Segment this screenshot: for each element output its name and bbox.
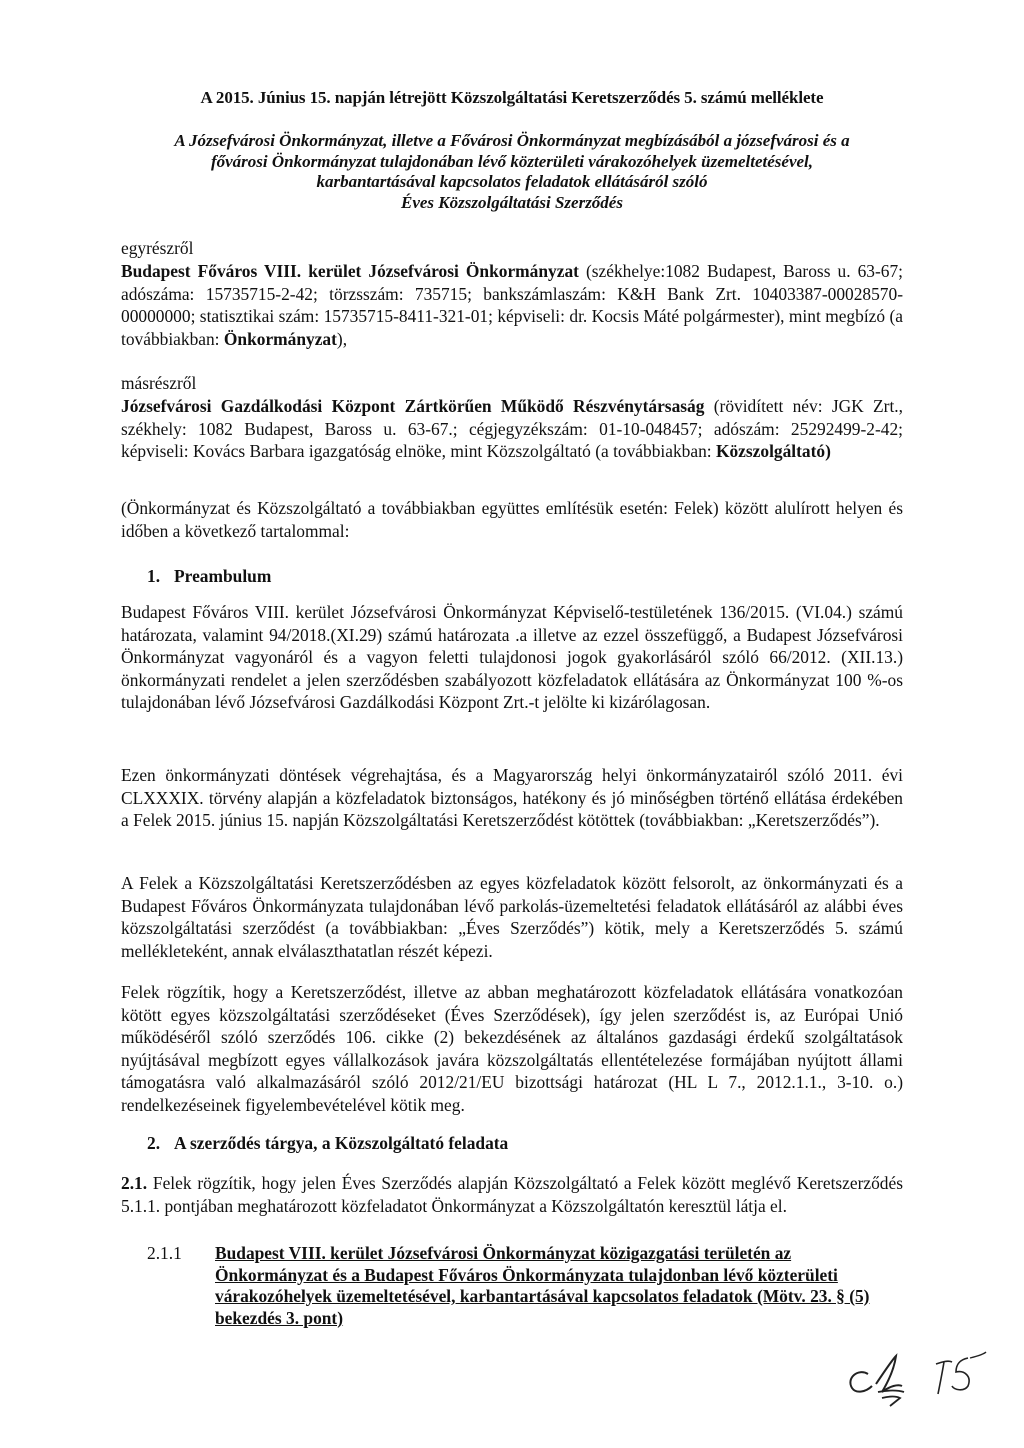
- section1-heading: [147, 566, 271, 587]
- clause-2-1: [121, 1172, 903, 1217]
- parties-note: (Önkormányzat és Közszolgáltató a továbbiakban együttes említésük esetén: Felek) között alulírott helyen és időben a következő tartalommal:: [121, 498, 903, 541]
- party2-block: [121, 395, 903, 463]
- preamble-paragraph: Budapest Főváros VIII. kerület Józsefvárosi Önkormányzat Képviselő-testületének 136/2015. (VI.04.) számú határozata, valamint 94/2018.(XI.29) számú határozata .a illetve az ezzel összefüggő, a Budapest Józsefvárosi Önkormányzat vagyonáról és a vagyon feletti tulajdonosi jogok gyakorlásáról szóló 66/2012. (XII.13.) önkormányzati rendelet a jelen szerződésben szabályozott közfeladatok ellátására az Önkormányzat 100 %-os tulajdonában lévő Józsefvárosi Gazdálkodási Központ Zrt.-t jelölte ki kizárólagosan.: [121, 602, 903, 713]
- subtitle-line: Éves Közszolgáltatási Szerződés: [401, 192, 623, 212]
- clause-text: Felek rögzítik, hogy jelen Éves Szerződés alapján Közszolgáltató a Felek között meglévő Keretszerződés 5.1.1. pontjában meghatározott közfeladatot Önkormányzat a Közszolgáltatón keresztül látja el.: [121, 1173, 903, 1216]
- document-title: A 2015. Június 15. napján létrejött Közszolgáltatási Keretszerződés 5. számú melléklete: [200, 88, 824, 107]
- preamble-paragraph: Felek rögzítik, hogy a Keretszerződést, illetve az abban meghatározott közfeladatok ellátására vonatkozóan kötött egyes közszolgáltatási szerződéseket (Éves Szerződések), így jelen szerződést is, az Európai Unió működéséről szóló szerződés 106. cikke (2) bekezdésének az általános gazdasági érdekű szolgáltatások nyújtásával megbízott egyes vállalkozások javára közszolgáltatás ellentételezése formájában nyújtott állami támogatásra való alkalmazásáról szóló 2012/21/EU bizottsági határozat (HL L 7., 2012.1.1., 3-10. o.) rendelkezéseinek figyelembevételével kötik meg.: [121, 982, 903, 1115]
- party1-intro: egyrészről: [121, 238, 194, 258]
- section1-number: 1.: [147, 566, 161, 586]
- section2-number: 2.: [147, 1133, 161, 1153]
- clause-number: 2.1.: [121, 1173, 148, 1193]
- party2-short: Közszolgáltató): [715, 441, 831, 462]
- section1-title: Preambulum: [174, 566, 272, 586]
- subclause-title: Budapest VIII. kerület Józsefvárosi Önkormányzat közigazgatási területén az Önkormányzat és a Budapest Főváros Önkormányzata tulajdonban lévő közterületi várakozóhelyek üzemeltetésével, karbantartásával kapcsolatos feladatok (Mötv. 23. § (5) bekezdés 3. pont): [215, 1243, 870, 1328]
- party2-name: Józsefvárosi Gazdálkodási Központ Zártkörűen Működő Részvénytársaság: [121, 396, 705, 416]
- party2-details: (rövidített név: JGK Zrt., székhely: 1082 Budapest, Baross u. 63-67.; cégjegyzékszám: 01-10-048457; adószám: 25292499-2-42; képviseli: Kovács Barbara igazgatóság elnöke, mint Közszolgáltató (a továbbiakban:: [121, 396, 903, 462]
- preamble-paragraph: Ezen önkormányzati döntések végrehajtása, és a Magyarország helyi önkormányzatairól szóló 2011. évi CLXXXIX. törvény alapján a közfeladatok biztonságos, hatékony és jó minőségben történő ellátása érdekében a Felek 2015. június 15. napján Közszolgáltatási Keretszerződést kötöttek (továbbiakban: „Keretszerződés”).: [121, 765, 903, 831]
- subtitle-line: karbantartásával kapcsolatos feladatok ellátásáról szóló: [316, 172, 708, 191]
- preamble-paragraph: A Felek a Közszolgáltatási Keretszerződésben az egyes közfeladatok között felsorolt, az önkormányzati és a Budapest Főváros Önkormányzata tulajdonában lévő parkolás-üzemeltetési feladatok ellátásáról az alábbi éves közszolgáltatási szerződést (a továbbiakban: „Éves Szerződés”) kötik, mely a Keretszerződés 5. számú mellékleteként, annak elválaszthatatlan részét képezi.: [121, 873, 903, 961]
- party1-block: [121, 260, 903, 350]
- section2-heading: [147, 1133, 508, 1154]
- party1-details: (székhelye:1082 Budapest, Baross u. 63-67; adószáma: 15735715-2-42; törzsszám: 735715; bankszámlaszám: K&H Bank Zrt. 10403387-00028570-00000000; statisztikai szám: 15735715-8411-321-01; képviseli: dr. Kocsis Máté polgármester), mint megbízó (a továbbiakban:: [121, 261, 903, 349]
- section2-title: A szerződés tárgya, a Közszolgáltató feladata: [174, 1133, 509, 1153]
- party1-end: ),: [336, 328, 348, 349]
- signature-initials: [838, 1350, 988, 1412]
- party2-intro: másrészről: [121, 373, 197, 393]
- party1-short: Önkormányzat: [223, 328, 337, 349]
- subtitle-line: fővárosi Önkormányzat tulajdonában lévő közterületi várakozóhelyek üzemeltetésével,: [210, 151, 814, 171]
- party1-name: Budapest Főváros VIII. kerület Józsefvárosi Önkormányzat: [121, 261, 579, 281]
- subtitle-line: A Józsefvárosi Önkormányzat, illetve a Fővárosi Önkormányzat megbízásából a józsefvárosi és a: [174, 131, 850, 150]
- contract-subtitle: [121, 131, 903, 213]
- subclause-number: 2.1.1: [147, 1243, 182, 1263]
